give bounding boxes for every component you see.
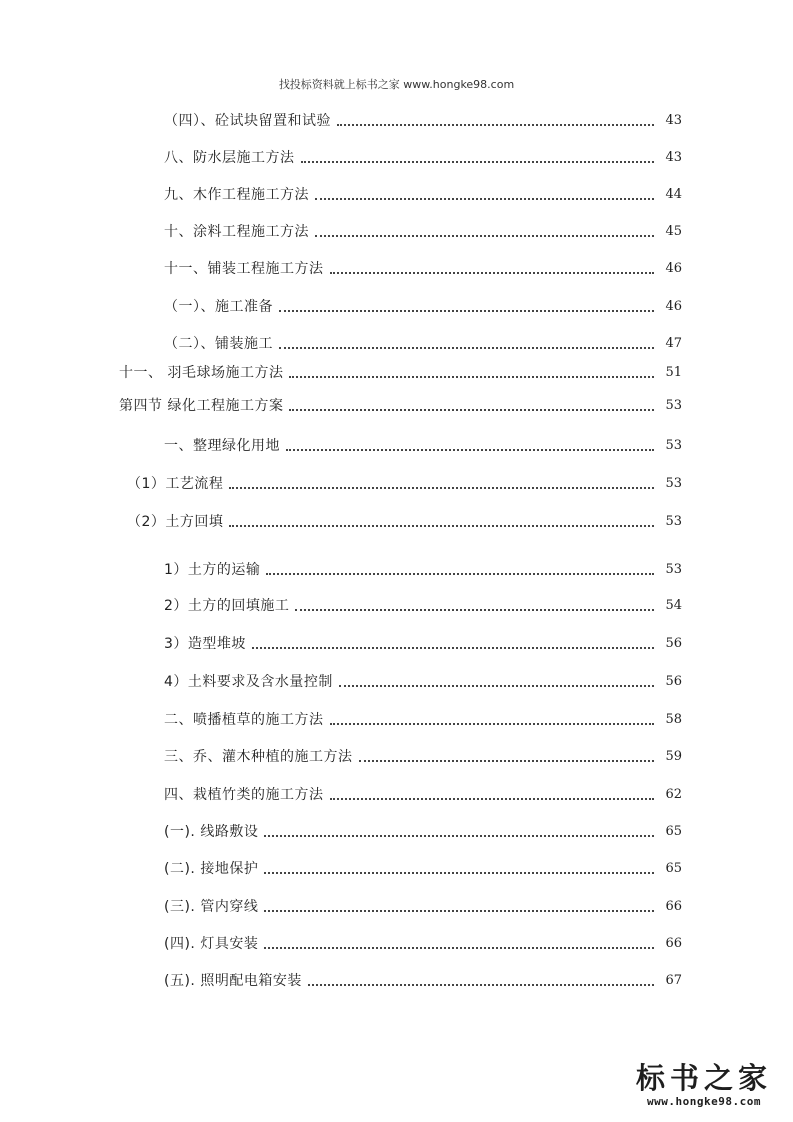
toc-entry-label: 九、木作工程施工方法 [164, 187, 309, 203]
toc-page-number: 56 [665, 674, 682, 689]
toc-entry-label: 三、乔、灌木种植的施工方法 [164, 749, 353, 765]
toc-page-number: 43 [665, 150, 682, 165]
brand-url: www.hongke98.com [647, 1095, 761, 1108]
toc-leader-dots [264, 947, 654, 949]
toc-page-number: 56 [665, 636, 682, 651]
toc-entry-label: 八、防水层施工方法 [164, 150, 295, 166]
toc-page-number: 66 [665, 899, 682, 914]
toc-page-number: 51 [665, 365, 682, 380]
toc-page-number: 54 [665, 598, 682, 613]
toc-leader-dots [286, 449, 654, 451]
toc-entry-label: （二）、铺装施工 [164, 336, 273, 352]
toc-leader-dots [229, 525, 654, 527]
toc-leader-dots [289, 409, 654, 411]
toc-entry[interactable] [164, 149, 682, 167]
toc-page-number: 44 [665, 187, 682, 202]
toc-entry[interactable] [164, 597, 682, 615]
toc-leader-dots [359, 760, 655, 762]
toc-entry[interactable] [164, 260, 682, 278]
toc-entry[interactable] [127, 513, 682, 531]
toc-leader-dots [264, 872, 654, 874]
toc-leader-dots [315, 235, 654, 237]
toc-leader-dots [301, 161, 655, 163]
toc-entry-label: (三). 管内穿线 [164, 899, 259, 915]
toc-entry[interactable] [164, 935, 682, 953]
page-header: 找投标资料就上标书之家 www.hongke98.com [278, 78, 515, 91]
toc-entry[interactable] [119, 364, 682, 382]
toc-entry[interactable] [164, 298, 682, 316]
toc-page-number: 46 [665, 299, 682, 314]
toc-entry-label: 十、涂料工程施工方法 [164, 224, 309, 240]
toc-page-number: 62 [665, 787, 682, 802]
toc-leader-dots [229, 487, 654, 489]
toc-leader-dots [279, 310, 654, 312]
toc-leader-dots [315, 198, 654, 200]
toc-entry[interactable] [164, 898, 682, 916]
toc-page-number: 58 [665, 712, 682, 727]
toc-leader-dots [330, 798, 655, 800]
toc-leader-dots [279, 347, 654, 349]
toc-leader-dots [295, 609, 654, 611]
toc-entry-label: (二). 接地保护 [164, 861, 259, 877]
toc-entry-label: （四）、砼试块留置和试验 [164, 113, 331, 129]
toc-page-number: 53 [665, 514, 682, 529]
toc-entry-label: 十一、 羽毛球场施工方法 [119, 365, 284, 381]
toc-entry-label: （1）工艺流程 [127, 476, 224, 492]
toc-leader-dots [330, 723, 655, 725]
toc-entry-label: 1）土方的运输 [164, 562, 261, 578]
toc-page-number: 67 [665, 973, 682, 988]
toc-entry-label: 二、喷播植草的施工方法 [164, 712, 324, 728]
toc-page-number: 65 [665, 824, 682, 839]
toc-leader-dots [289, 376, 654, 378]
toc-entry[interactable] [164, 860, 682, 878]
toc-entry[interactable] [127, 475, 682, 493]
toc-entry[interactable] [164, 823, 682, 841]
toc-leader-dots [264, 910, 654, 912]
toc-leader-dots [266, 573, 654, 575]
toc-page-number: 46 [665, 261, 682, 276]
toc-leader-dots [308, 984, 654, 986]
brand-title: 标书之家 [635, 1061, 772, 1095]
toc-entry-label: （一）、施工准备 [164, 299, 273, 315]
toc-entry-label: 第四节 绿化工程施工方案 [119, 398, 284, 414]
toc-page-number: 53 [665, 562, 682, 577]
toc-entry[interactable] [164, 186, 682, 204]
toc-leader-dots [264, 835, 654, 837]
toc-entry-label: (五). 照明配电箱安装 [164, 973, 302, 989]
toc-page-number: 65 [665, 861, 682, 876]
toc-entry-label: 4）土料要求及含水量控制 [164, 674, 333, 690]
toc-page-number: 59 [665, 749, 682, 764]
toc-leader-dots [330, 272, 655, 274]
toc-entry[interactable] [164, 786, 682, 804]
toc-entry[interactable] [164, 223, 682, 241]
toc-entry[interactable] [164, 335, 682, 353]
toc-entry[interactable] [119, 397, 682, 415]
toc-entry[interactable] [164, 711, 682, 729]
toc-entry[interactable] [164, 561, 682, 579]
toc-entry-label: 一、整理绿化用地 [164, 438, 280, 454]
toc-page-number: 53 [665, 438, 682, 453]
toc-entry[interactable] [164, 673, 682, 691]
brand-logo [629, 1061, 779, 1108]
toc-entry-label: 2）土方的回填施工 [164, 598, 290, 614]
toc-entry[interactable] [164, 437, 682, 455]
toc-page-number: 43 [665, 113, 682, 128]
toc-entry[interactable] [164, 972, 682, 990]
toc-entry-label: 十一、铺装工程施工方法 [164, 261, 324, 277]
toc-page-number: 47 [665, 336, 682, 351]
toc-entry[interactable] [164, 112, 682, 130]
toc-leader-dots [339, 685, 654, 687]
toc-leader-dots [252, 647, 654, 649]
toc-page-number: 45 [665, 224, 682, 239]
toc-page-number: 53 [665, 476, 682, 491]
toc-entry-label: (四). 灯具安装 [164, 936, 259, 952]
toc-page-number: 66 [665, 936, 682, 951]
toc-entry[interactable] [164, 635, 682, 653]
toc-page-number: 53 [665, 398, 682, 413]
toc-leader-dots [337, 124, 654, 126]
toc-entry-label: 3）造型堆坡 [164, 636, 246, 652]
toc-entry[interactable] [164, 748, 682, 766]
toc-entry-label: (一). 线路敷设 [164, 824, 259, 840]
toc-entry-label: 四、栽植竹类的施工方法 [164, 787, 324, 803]
toc-entry-label: （2）土方回填 [127, 514, 224, 530]
